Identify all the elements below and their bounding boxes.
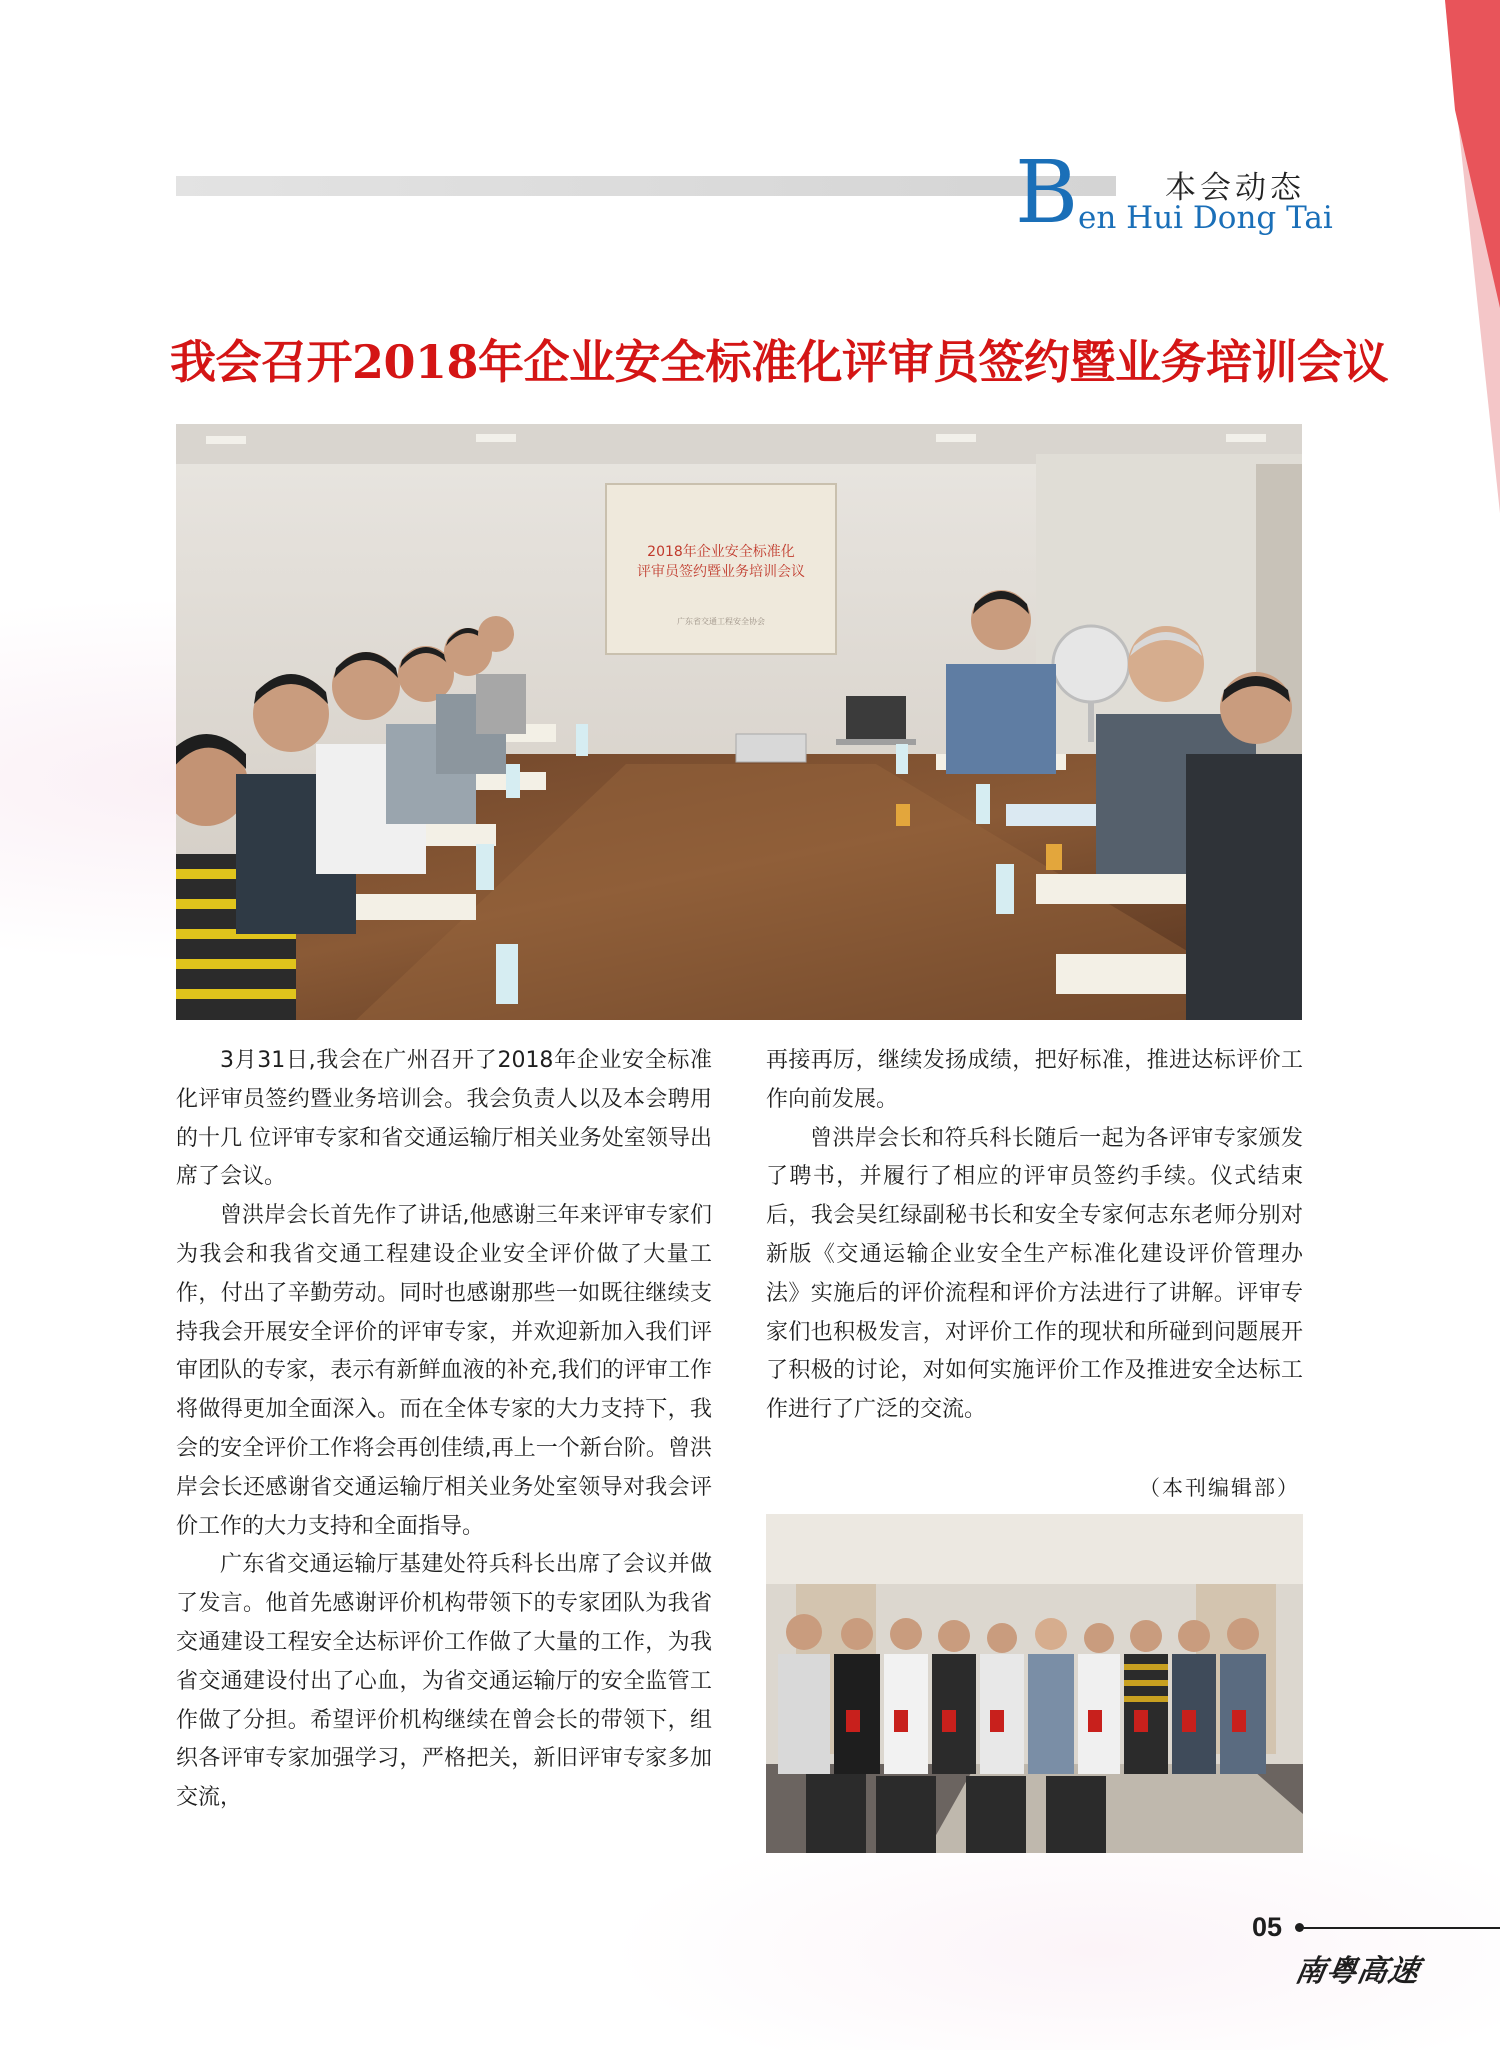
- article-paragraph: 再接再厉，继续发扬成绩，把好标准，推进达标评价工作向前发展。: [766, 1048, 1303, 1112]
- article-column-right: [766, 1042, 1303, 1430]
- article-title: 我会召开2018年企业安全标准化评审员签约暨业务培训会议: [170, 335, 1389, 389]
- slide-subtitle: 广东省交通工程安全协会: [677, 617, 765, 626]
- slide-title-line1: 2018年企业安全标准化: [647, 544, 795, 560]
- page-number: 05: [1252, 1912, 1283, 1942]
- section-title-en: en Hui Dong Tai: [1078, 200, 1333, 236]
- section-header-bar: [176, 176, 1116, 196]
- article-paragraph: 3月31日,我会在广州召开了2018年企业安全标准化评审员签约暨业务培训会。我会负责人以及本会聘用的十几 位评审专家和省交通运输厅相关业务处室领导出席了会议。: [176, 1048, 712, 1190]
- article-paragraph: 广东省交通运输厅基建处符兵科长出席了会议并做了发言。他首先感谢评价机构带领下的专家团队为我省交通建设工程安全达标评价工作做了大量的工作，为我省交通建设付出了心血，为省交通运输厅的安全监管工作做了分担。希望评价机构继续在曾会长的带领下，组织各评审专家加强学习，严格把关，新旧评审专家多加交流，: [176, 1552, 712, 1811]
- article-column-left: [176, 1042, 712, 1818]
- corner-ribbon-decoration: [1445, 0, 1500, 560]
- footer-rule: [1302, 1927, 1500, 1929]
- article-paragraph: 曾洪岸会长和符兵科长随后一起为各评审专家颁发了聘书，并履行了相应的评审员签约手续。仪式结束后，我会吴红绿副秘书长和安全专家何志东老师分别对新版《交通运输企业安全生产标准化建设评价管理办法》实施后的评价流程和评价方法进行了讲解。评审专家们也积极发言，对评价工作的现状和所碰到问题展开了积极的讨论，对如何实施评价工作及推进安全达标工作进行了广泛的交流。: [766, 1125, 1303, 1423]
- meeting-photo: [176, 424, 1302, 1020]
- section-title-initial: B: [1015, 143, 1079, 243]
- slide-title-line2: 评审员签约暨业务培训会议: [637, 564, 805, 580]
- article-byline: （本刊编辑部）: [1139, 1476, 1300, 1500]
- article-paragraph: 曾洪岸会长首先作了讲话,他感谢三年来评审专家们为我会和我省交通工程建设企业安全评价做了大量工作，付出了辛勤劳动。同时也感谢那些一如既往继续支持我会开展安全评价的评审专家，并欢迎新加入我们评审团队的专家，表示有新鲜血液的补充,我们的评审工作将做得更加全面深入。而在全体专家的大力支持下，我会的安全评价工作将会再创佳绩,再上一个新台阶。曾洪岸会长还感谢省交通运输厅相关业务处室领导对我会评价工作的大力支持和全面指导。: [176, 1203, 712, 1539]
- section-title-zh: 本会动态: [1165, 170, 1305, 206]
- group-photo: [766, 1514, 1303, 1853]
- magazine-logo: 南粤高速: [1292, 1954, 1423, 1989]
